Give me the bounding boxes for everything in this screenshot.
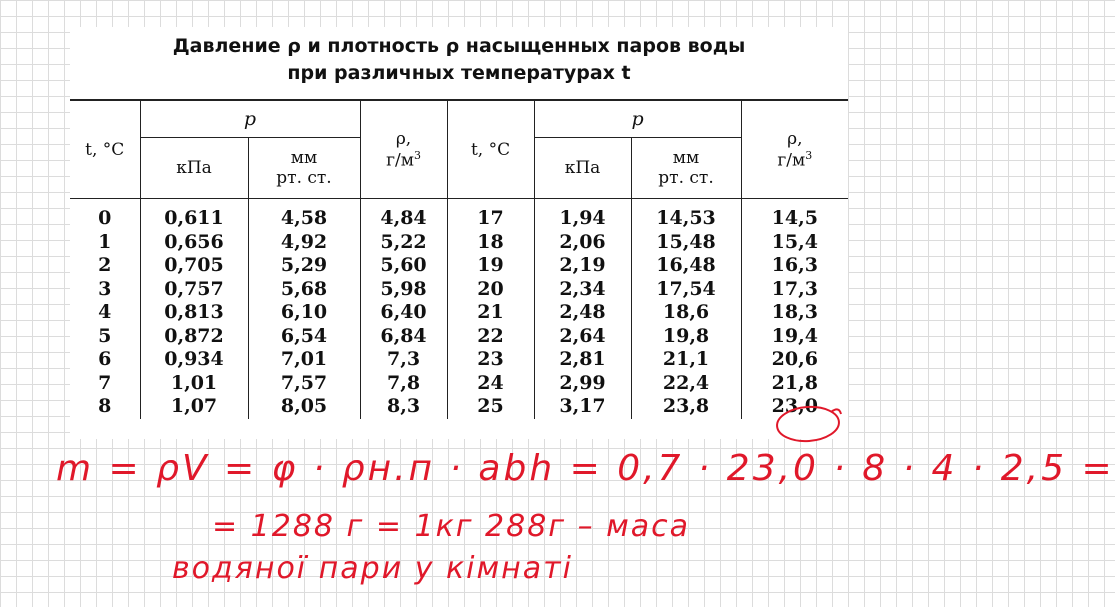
header-kpa-2: кПа bbox=[534, 138, 631, 199]
cell: 2,19 bbox=[534, 254, 631, 278]
cell: 15,4 bbox=[741, 231, 848, 255]
cell: 18 bbox=[447, 231, 534, 255]
cell: 0,611 bbox=[140, 199, 248, 231]
cell: 17,54 bbox=[631, 278, 741, 302]
cell: 18,3 bbox=[741, 301, 848, 325]
cell: 0 bbox=[70, 199, 140, 231]
cell: 4,58 bbox=[248, 199, 360, 231]
cell: 5,98 bbox=[360, 278, 447, 302]
cell: 2,64 bbox=[534, 325, 631, 349]
vapor-pressure-table bbox=[70, 99, 848, 419]
cell: 2 bbox=[70, 254, 140, 278]
header-density-2: ρ, $г/м^3$ bbox=[741, 100, 848, 199]
table-row bbox=[70, 231, 848, 255]
cell: 0,934 bbox=[140, 348, 248, 372]
cell: 6,40 bbox=[360, 301, 447, 325]
cell: 22 bbox=[447, 325, 534, 349]
cell: 2,48 bbox=[534, 301, 631, 325]
cell: 17 bbox=[447, 199, 534, 231]
table-title bbox=[70, 33, 848, 87]
cell: 2,06 bbox=[534, 231, 631, 255]
cell: 19,4 bbox=[741, 325, 848, 349]
header-mmhg: мм рт. ст. bbox=[248, 138, 360, 199]
cell: 17,3 bbox=[741, 278, 848, 302]
table-row bbox=[70, 301, 848, 325]
cell: 5,68 bbox=[248, 278, 360, 302]
cell: 4 bbox=[70, 301, 140, 325]
cell: 19 bbox=[447, 254, 534, 278]
table-row bbox=[70, 325, 848, 349]
cell: 14,5 bbox=[741, 199, 848, 231]
table-row bbox=[70, 372, 848, 396]
header-temperature-2: t, °C bbox=[447, 100, 534, 199]
cell: 1,01 bbox=[140, 372, 248, 396]
header-pressure: p bbox=[140, 100, 360, 138]
cell: 5 bbox=[70, 325, 140, 349]
cell: 2,99 bbox=[534, 372, 631, 396]
cell: 22,4 bbox=[631, 372, 741, 396]
cell: 16,48 bbox=[631, 254, 741, 278]
cell: 0,813 bbox=[140, 301, 248, 325]
table-row bbox=[70, 395, 848, 419]
cell: 20,6 bbox=[741, 348, 848, 372]
cell: 19,8 bbox=[631, 325, 741, 349]
cell: 7,01 bbox=[248, 348, 360, 372]
handwritten-formula-line-3: водяної пари у кімнаті bbox=[172, 551, 573, 586]
cell: 6,54 bbox=[248, 325, 360, 349]
cell: 8 bbox=[70, 395, 140, 419]
cell: 2,34 bbox=[534, 278, 631, 302]
cell: 8,05 bbox=[248, 395, 360, 419]
table-row bbox=[70, 199, 848, 231]
header-mmhg-2: мм рт. ст. bbox=[631, 138, 741, 199]
cell: 3,17 bbox=[534, 395, 631, 419]
table-row bbox=[70, 254, 848, 278]
cell: 6,84 bbox=[360, 325, 447, 349]
cell: 21 bbox=[447, 301, 534, 325]
table-sheet bbox=[70, 27, 848, 439]
title-line-2: при различных температурах t bbox=[287, 62, 631, 84]
handwritten-formula-line-1: m = ρV = φ · ρн.п · abh = 0,7 · 23,0 · 8 · 4 · 2,5 = bbox=[56, 448, 1115, 489]
title-line-1: Давление ρ и плотность ρ насыщенных паров воды bbox=[172, 35, 746, 57]
cell: 21,1 bbox=[631, 348, 741, 372]
cell: 1,94 bbox=[534, 199, 631, 231]
cell: 4,92 bbox=[248, 231, 360, 255]
cell: 4,84 bbox=[360, 199, 447, 231]
cell: 15,48 bbox=[631, 231, 741, 255]
cell: 5,22 bbox=[360, 231, 447, 255]
circled-answer-cell: 23,0 bbox=[741, 395, 848, 419]
cell: 1,07 bbox=[140, 395, 248, 419]
cell: 6,10 bbox=[248, 301, 360, 325]
table-row bbox=[70, 348, 848, 372]
answer-circle-mark bbox=[773, 402, 843, 448]
cell: 18,6 bbox=[631, 301, 741, 325]
cell: 24 bbox=[447, 372, 534, 396]
handwritten-formula-line-2: = 1288 г = 1кг 288г – маса bbox=[212, 509, 691, 544]
cell: 7,3 bbox=[360, 348, 447, 372]
cell: 1 bbox=[70, 231, 140, 255]
cell: 7,57 bbox=[248, 372, 360, 396]
cell: 3 bbox=[70, 278, 140, 302]
table-row bbox=[70, 278, 848, 302]
cell: 0,705 bbox=[140, 254, 248, 278]
cell: 20 bbox=[447, 278, 534, 302]
cell: 14,53 bbox=[631, 199, 741, 231]
header-kpa: кПа bbox=[140, 138, 248, 199]
cell: 25 bbox=[447, 395, 534, 419]
cell: 7 bbox=[70, 372, 140, 396]
cell: 0,872 bbox=[140, 325, 248, 349]
cell: 0,656 bbox=[140, 231, 248, 255]
cell: 2,81 bbox=[534, 348, 631, 372]
cell: 7,8 bbox=[360, 372, 447, 396]
cell: 5,29 bbox=[248, 254, 360, 278]
cell: 6 bbox=[70, 348, 140, 372]
header-pressure-2: p bbox=[534, 100, 741, 138]
cell: 23,8 bbox=[631, 395, 741, 419]
cell: 21,8 bbox=[741, 372, 848, 396]
header-density: ρ, $г/м^3$ bbox=[360, 100, 447, 199]
cell: 5,60 bbox=[360, 254, 447, 278]
cell: 23 bbox=[447, 348, 534, 372]
cell: 8,3 bbox=[360, 395, 447, 419]
cell: 16,3 bbox=[741, 254, 848, 278]
cell: 0,757 bbox=[140, 278, 248, 302]
header-temperature: t, °C bbox=[70, 100, 140, 199]
